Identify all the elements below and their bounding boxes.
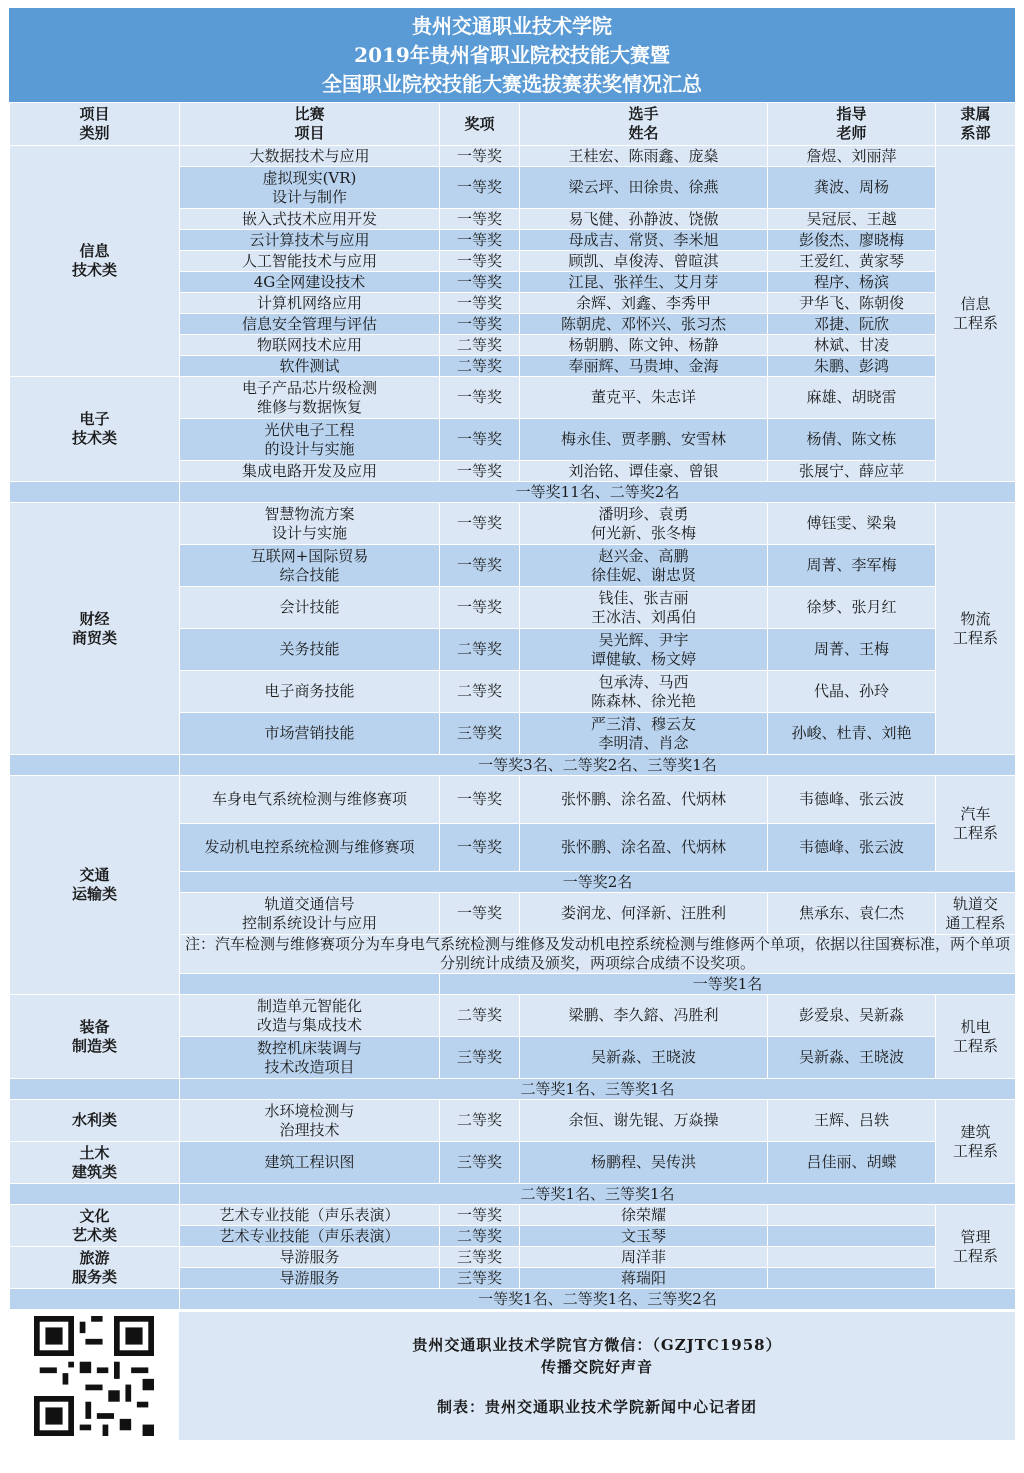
table-row [10,1100,1016,1142]
category-water: 水利类 [10,1100,180,1142]
table-row [10,1289,1016,1310]
table-row [10,1205,1016,1226]
summary-cell: 二等奖1名、三等奖1名 [180,1184,1016,1205]
footer-text [179,1312,1015,1440]
award-cell: 一等奖 [440,893,520,935]
award-cell: 二等奖 [440,629,520,671]
event-cell: 制造单元智能化 改造与集成技术 [180,995,440,1037]
players-cell: 徐荣耀 [520,1205,768,1226]
players-cell: 娄润龙、何泽新、汪胜利 [520,893,768,935]
award-cell: 二等奖 [440,1226,520,1247]
category-equip: 装备 制造类 [10,995,180,1079]
summary-cell: 一等奖1名、二等奖1名、三等奖2名 [180,1289,1016,1310]
teachers-cell: 周菁、王梅 [768,629,936,671]
teachers-cell: 王辉、吕轶 [768,1100,936,1142]
event-cell: 发动机电控系统检测与维修赛项 [180,824,440,872]
table-row [10,1247,1016,1268]
table-row [10,995,1016,1037]
table-row [10,776,1016,824]
players-cell: 梅永佳、贾孝鹏、安雪林 [520,419,768,461]
award-cell: 三等奖 [440,1247,520,1268]
event-cell: 会计技能 [180,587,440,629]
footer-wechat: 贵州交通职业技术学院官方微信：（GZJTC1958） [412,1336,782,1354]
players-cell: 江昆、张祥生、艾月芽 [520,272,768,293]
teachers-cell [768,1226,936,1247]
table-row [10,103,1016,146]
dept-culture: 管理 工程系 [936,1205,1016,1289]
event-cell: 艺术专业技能（声乐表演） [180,1205,440,1226]
dept-water: 建筑 工程系 [936,1100,1016,1184]
award-cell: 三等奖 [440,1268,520,1289]
players-cell: 易飞健、孙静波、饶傲 [520,209,768,230]
award-cell: 一等奖 [440,776,520,824]
category-finance: 财经 商贸类 [10,503,180,755]
table-row [10,482,1016,503]
award-cell: 一等奖 [440,272,520,293]
event-cell: 车身电气系统检测与维修赛项 [180,776,440,824]
award-cell: 一等奖 [440,824,520,872]
dept-finance: 物流 工程系 [936,503,1016,755]
award-cell: 一等奖 [440,419,520,461]
table-row [10,1184,1016,1205]
summary-cell: 一等奖1名 [440,974,1016,995]
players-cell: 张怀鹏、涂名盈、代炳林 [520,824,768,872]
players-cell: 余辉、刘鑫、李秀甲 [520,293,768,314]
teachers-cell: 徐梦、张月红 [768,587,936,629]
award-cell: 二等奖 [440,356,520,377]
dept-rail: 轨道交 通工程系 [936,893,1016,935]
event-cell: 人工智能技术与应用 [180,251,440,272]
teachers-cell: 韦德峰、张云波 [768,776,936,824]
players-cell: 文玉琴 [520,1226,768,1247]
award-cell: 一等奖 [440,209,520,230]
dept-info: 信息 工程系 [936,146,1016,482]
header-players: 选手 姓名 [520,103,768,146]
players-cell: 余恒、谢先锟、万焱操 [520,1100,768,1142]
award-cell: 二等奖 [440,995,520,1037]
players-cell: 梁云坪、田徐贵、徐燕 [520,167,768,209]
table-row [10,1142,1016,1184]
teachers-cell [768,1205,936,1226]
blank-cell [10,1289,180,1310]
award-summary-page [9,8,1015,1440]
teachers-cell: 吴新淼、王晓波 [768,1037,936,1079]
event-cell: 大数据技术与应用 [180,146,440,167]
award-table [9,102,1016,1310]
category-civil: 土木 建筑类 [10,1142,180,1184]
table-row [10,377,1016,419]
award-cell: 三等奖 [440,1142,520,1184]
teachers-cell: 吴冠辰、王越 [768,209,936,230]
footer-slogan: 传播交院好声音 [540,1358,653,1376]
players-cell: 梁鹏、李久鎔、冯胜利 [520,995,768,1037]
players-cell: 吴新淼、王晓波 [520,1037,768,1079]
teachers-cell: 傅钰雯、梁枭 [768,503,936,545]
award-cell: 一等奖 [440,503,520,545]
summary-cell: 一等奖11名、二等奖2名 [180,482,1016,503]
event-cell: 导游服务 [180,1268,440,1289]
event-cell: 计算机网络应用 [180,293,440,314]
event-cell: 电子商务技能 [180,671,440,713]
teachers-cell: 王爱红、黄家琴 [768,251,936,272]
teachers-cell: 程序、杨滨 [768,272,936,293]
event-cell: 信息安全管理与评估 [180,314,440,335]
blank-cell [10,755,180,776]
award-cell: 二等奖 [440,1100,520,1142]
players-cell: 奉丽辉、马贵坤、金海 [520,356,768,377]
header-award: 奖项 [440,103,520,146]
header-category: 项目 类别 [10,103,180,146]
players-cell: 严三清、穆云友 李明清、肖念 [520,713,768,755]
summary-cell: 一等奖3名、二等奖2名、三等奖1名 [180,755,1016,776]
title-line-2: 2019年贵州省职业院校技能大赛暨 [354,42,670,67]
award-cell: 一等奖 [440,1205,520,1226]
teachers-cell: 周菁、李军梅 [768,545,936,587]
event-cell: 市场营销技能 [180,713,440,755]
teachers-cell: 韦德峰、张云波 [768,824,936,872]
title-line-3: 全国职业院校技能大赛选拔赛获奖情况汇总 [322,71,702,96]
players-cell: 张怀鹏、涂名盈、代炳林 [520,776,768,824]
teachers-cell: 吕佳丽、胡蝶 [768,1142,936,1184]
header-event: 比赛 项目 [180,103,440,146]
category-tourism: 旅游 服务类 [10,1247,180,1289]
teachers-cell: 麻雄、胡晓雷 [768,377,936,419]
qr-code-icon [9,1312,179,1440]
teachers-cell: 邓捷、阮欣 [768,314,936,335]
award-cell: 一等奖 [440,587,520,629]
event-cell: 光伏电子工程 的设计与实施 [180,419,440,461]
players-cell: 杨鹏程、吴传洪 [520,1142,768,1184]
table-row [10,503,1016,545]
players-cell: 王桂宏、陈雨鑫、庞燊 [520,146,768,167]
teachers-cell: 朱鹏、彭鸿 [768,356,936,377]
award-cell: 一等奖 [440,293,520,314]
dept-equip: 机电 工程系 [936,995,1016,1079]
award-cell: 三等奖 [440,713,520,755]
footer [9,1310,1015,1440]
summary-cell: 二等奖1名、三等奖1名 [180,1079,1016,1100]
award-cell: 一等奖 [440,545,520,587]
event-cell: 虚拟现实(VR) 设计与制作 [180,167,440,209]
teachers-cell: 焦承东、袁仁杰 [768,893,936,935]
teachers-cell: 张展宁、薛应苹 [768,461,936,482]
players-cell: 赵兴金、高鹏 徐佳妮、谢忠贤 [520,545,768,587]
players-cell: 包承涛、马西 陈森林、徐光艳 [520,671,768,713]
event-cell: 数控机床装调与 技术改造项目 [180,1037,440,1079]
players-cell: 刘治铭、谭佳豪、曾银 [520,461,768,482]
summary-cell: 一等奖2名 [180,872,1016,893]
award-cell: 二等奖 [440,671,520,713]
teachers-cell: 尹华飞、陈朝俊 [768,293,936,314]
players-cell: 顾凯、卓俊涛、曾暄淇 [520,251,768,272]
players-cell: 蒋瑞阳 [520,1268,768,1289]
teachers-cell: 杨倩、陈文栋 [768,419,936,461]
players-cell: 钱佳、张吉丽 王冰洁、刘禹伯 [520,587,768,629]
event-cell: 关务技能 [180,629,440,671]
event-cell: 物联网技术应用 [180,335,440,356]
blank-cell [10,1184,180,1205]
event-cell: 集成电路开发及应用 [180,461,440,482]
event-cell: 艺术专业技能（声乐表演） [180,1226,440,1247]
footer-credit: 制表：贵州交通职业技术学院新闻中心记者团 [436,1398,757,1416]
header-teachers: 指导 老师 [768,103,936,146]
blank-cell [180,974,440,995]
teachers-cell: 彭爱泉、吴新淼 [768,995,936,1037]
players-cell: 吴光辉、尹宇 谭健敏、杨文婷 [520,629,768,671]
teachers-cell: 林斌、甘凌 [768,335,936,356]
blank-cell [10,482,180,503]
award-cell: 一等奖 [440,461,520,482]
category-elec: 电子 技术类 [10,377,180,482]
note-cell: 注：汽车检测与维修赛项分为车身电气系统检测与维修及发动机电控系统检测与维修两个单项，依据以往国赛标准，两个单项分别统计成绩及颁奖，两项综合成绩不设奖项。 [180,935,1016,974]
award-cell: 一等奖 [440,230,520,251]
event-cell: 导游服务 [180,1247,440,1268]
event-cell: 互联网+国际贸易 综合技能 [180,545,440,587]
event-cell: 4G全网建设技术 [180,272,440,293]
category-info: 信息 技术类 [10,146,180,377]
players-cell: 杨朝鹏、陈文钟、杨静 [520,335,768,356]
players-cell: 陈朝虎、邓怀兴、张习杰 [520,314,768,335]
title-line-1: 贵州交通职业技术学院 [412,13,612,38]
teachers-cell: 龚波、周杨 [768,167,936,209]
award-cell: 一等奖 [440,146,520,167]
players-cell: 母成吉、常贤、李米旭 [520,230,768,251]
award-cell: 二等奖 [440,335,520,356]
qr-code-graphic [34,1316,154,1436]
players-cell: 董克平、朱志详 [520,377,768,419]
teachers-cell: 彭俊杰、廖晓梅 [768,230,936,251]
table-row [10,1079,1016,1100]
event-cell: 建筑工程识图 [180,1142,440,1184]
teachers-cell: 詹煜、刘丽萍 [768,146,936,167]
players-cell: 周洋菲 [520,1247,768,1268]
award-cell: 一等奖 [440,314,520,335]
teachers-cell [768,1268,936,1289]
page-title [9,8,1015,102]
header-dept: 隶属 系部 [936,103,1016,146]
dept-auto: 汽车 工程系 [936,776,1016,872]
event-cell: 电子产品芯片级检测 维修与数据恢复 [180,377,440,419]
blank-cell [10,1079,180,1100]
table-row [10,755,1016,776]
event-cell: 轨道交通信号 控制系统设计与应用 [180,893,440,935]
table-row [10,146,1016,167]
event-cell: 水环境检测与 治理技术 [180,1100,440,1142]
award-cell: 三等奖 [440,1037,520,1079]
teachers-cell [768,1247,936,1268]
event-cell: 嵌入式技术应用开发 [180,209,440,230]
event-cell: 云计算技术与应用 [180,230,440,251]
award-cell: 一等奖 [440,251,520,272]
category-transport: 交通 运输类 [10,776,180,995]
event-cell: 软件测试 [180,356,440,377]
teachers-cell: 代晶、孙玲 [768,671,936,713]
teachers-cell: 孙峻、杜青、刘艳 [768,713,936,755]
players-cell: 潘明珍、袁勇 何光新、张冬梅 [520,503,768,545]
award-cell: 一等奖 [440,167,520,209]
event-cell: 智慧物流方案 设计与实施 [180,503,440,545]
category-culture: 文化 艺术类 [10,1205,180,1247]
award-cell: 一等奖 [440,377,520,419]
